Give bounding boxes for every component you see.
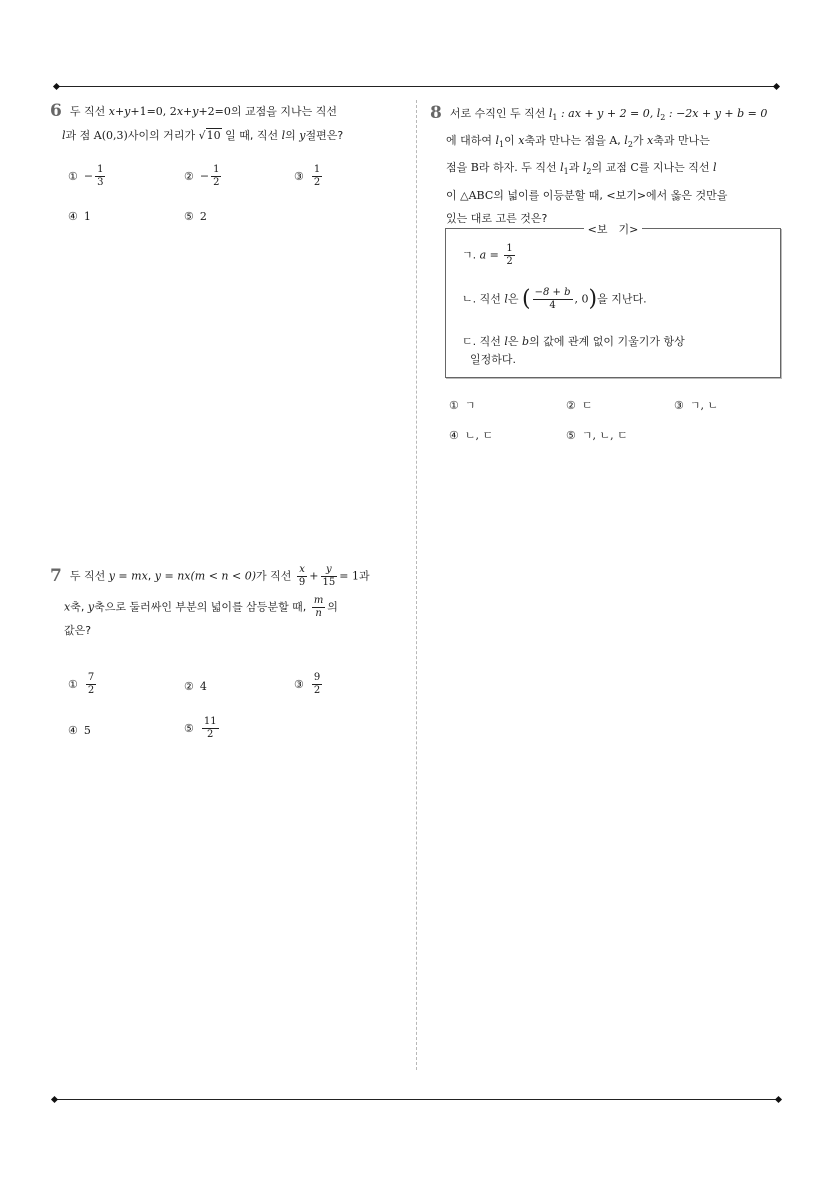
q8-line-4: 이 △ABC의 넓이를 이등분할 때, <보기>에서 옳은 것만을 xyxy=(446,188,728,202)
q8-option-3[interactable]: ③ ㄱ, ㄴ xyxy=(674,399,719,412)
q8-line-2: 에 대하여 $l_1$이 x축과 만나는 점을 A, $l_2$가 x축과 만나는 xyxy=(446,134,710,150)
question-7 xyxy=(50,564,400,642)
bottom-rule-right-dot xyxy=(775,1096,782,1103)
q7-option-1[interactable]: ① $\frac{7}{2}$ xyxy=(68,672,95,696)
q8-line-5: 있는 대로 고른 것은? xyxy=(446,211,548,225)
q6-option-3[interactable]: ③ $\frac{1}{2}$ xyxy=(294,164,321,188)
bogi-item-d: ㄷ. 직선 l은 b의 값에 관계 없이 기울기가 항상 일정하다. xyxy=(462,335,685,366)
sqrt-10: √10 xyxy=(198,129,221,142)
q8-number: 8 xyxy=(430,103,442,123)
q6-option-1[interactable]: ① − $\frac{1}{3}$ xyxy=(68,164,104,188)
bogi-box xyxy=(445,223,781,378)
q6-line-2: l과 점 A(0,3)사이의 거리가 √10 일 때, 직선 l의 y절편은? xyxy=(62,129,344,142)
point-A: A(0,3) xyxy=(93,129,128,142)
q8-line-3: 점을 B라 하자. 두 직선 $l_1$과 $l_2$의 교점 C를 지나는 직선 l xyxy=(446,161,717,177)
q7-number: 7 xyxy=(50,565,62,586)
q6-option-2[interactable]: ② − $\frac{1}{2}$ xyxy=(184,164,220,188)
q6-line-1: 6 두 직선 x+y+1=0, 2x+y+2=0의 교점을 지나는 직선 xyxy=(50,101,338,121)
bogi-title: <보 기> xyxy=(584,223,643,236)
q7-option-3[interactable]: ③ $\frac{9}{2}$ xyxy=(294,672,321,696)
q6-option-4[interactable]: ④ 1 xyxy=(68,210,91,223)
q6-option-5[interactable]: ⑤ 2 xyxy=(184,210,207,223)
q8-line-1: 8 서로 수직인 두 직선 $l_1$ : ax + y + 2 = 0, $l_2$ : −2x + y + b = 0 xyxy=(430,103,768,123)
q8-option-5[interactable]: ⑤ ㄱ, ㄴ, ㄷ xyxy=(566,429,628,442)
bogi-item-g: ㄱ. a = $\frac{1}{2}$ xyxy=(462,243,513,267)
q7-line-2: x축, y축으로 둘러싸인 부분의 넓이를 삼등분할 때, $\frac{m}{n}$ 의 xyxy=(64,595,338,619)
bottom-rule-left-dot xyxy=(51,1096,58,1103)
bottom-rule xyxy=(54,1099,778,1100)
q8-option-2[interactable]: ② ㄷ xyxy=(566,399,593,412)
q7-option-4[interactable]: ④ 5 xyxy=(68,724,91,737)
question-8 xyxy=(430,102,780,230)
question-6 xyxy=(50,100,400,147)
q7-option-2[interactable]: ② 4 xyxy=(184,680,207,693)
top-rule xyxy=(56,86,778,87)
top-rule-left-dot xyxy=(53,83,60,90)
column-divider xyxy=(416,100,417,1070)
q8-option-4[interactable]: ④ ㄴ, ㄷ xyxy=(449,429,494,442)
bogi-item-n: ㄴ. 직선 l은 ( $\frac{-8 + b}{4}$ , 0)을 지난다. xyxy=(462,286,647,312)
q7-option-5[interactable]: ⑤ $\frac{11}{2}$ xyxy=(184,716,217,740)
q7-line-3: 값은? xyxy=(64,624,92,637)
q8-option-1[interactable]: ① ㄱ xyxy=(449,399,476,412)
top-rule-right-dot xyxy=(773,83,780,90)
q6-number: 6 xyxy=(50,101,62,121)
q7-line-1: 7 두 직선 y = mx, y = nx(m < n < 0)가 직선 $\frac{x}{9}$ + $\frac{y}{15}$ = 1과 xyxy=(50,564,370,588)
